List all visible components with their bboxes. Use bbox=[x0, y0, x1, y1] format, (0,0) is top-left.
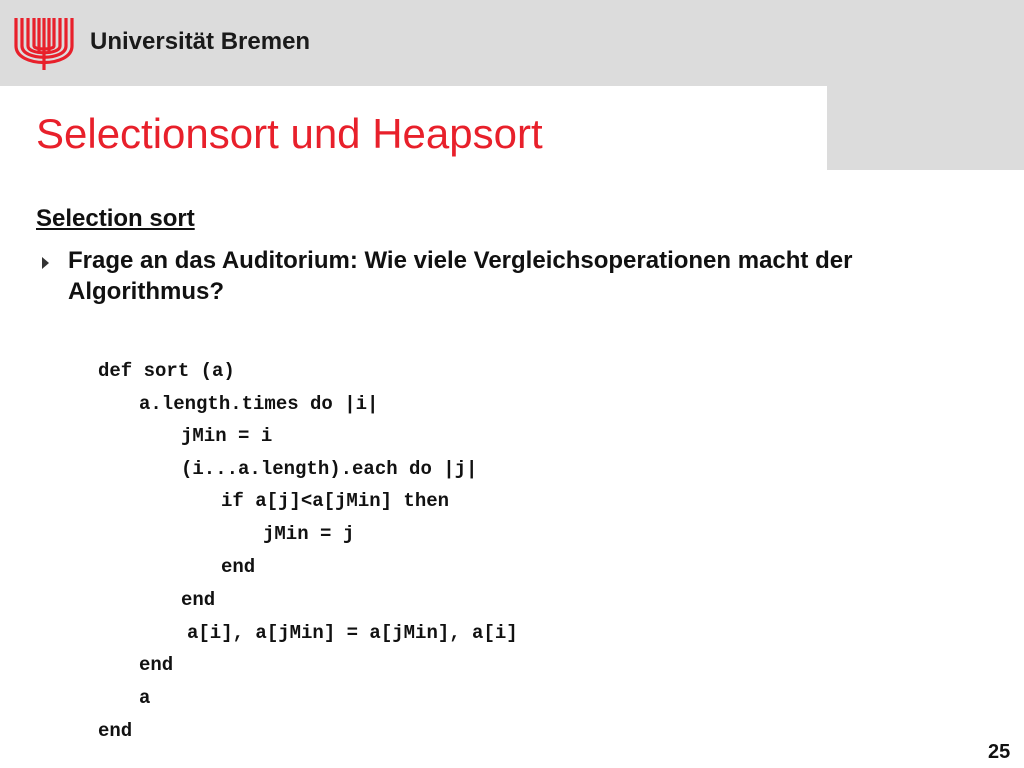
code-line: end bbox=[98, 720, 133, 742]
section-heading: Selection sort bbox=[36, 205, 195, 232]
university-bremen-logo-icon bbox=[12, 12, 76, 76]
code-line: (i...a.length).each do |j| bbox=[181, 458, 478, 480]
title-band-decoration bbox=[827, 86, 1024, 170]
code-line: end bbox=[221, 556, 256, 578]
code-line: a.length.times do |i| bbox=[139, 393, 379, 415]
triangle-right-icon bbox=[42, 257, 49, 269]
university-name: Universität Bremen bbox=[90, 28, 311, 55]
slide-title: Selectionsort und Heapsort bbox=[36, 110, 543, 157]
code-line: end bbox=[181, 589, 216, 611]
code-line: a[i], a[jMin] = a[jMin], a[i] bbox=[187, 622, 518, 644]
bullet-question: Frage an das Auditorium: Wie viele Vergleichsoperationen macht der Algorithmus? bbox=[68, 247, 853, 305]
code-line: jMin = i bbox=[181, 425, 273, 447]
code-line: if a[j]<a[jMin] then bbox=[221, 490, 450, 512]
code-line: a bbox=[139, 687, 151, 709]
code-line: jMin = j bbox=[263, 523, 355, 545]
code-line: def sort (a) bbox=[98, 360, 235, 382]
code-line: end bbox=[139, 654, 174, 676]
page-number: 25 bbox=[988, 741, 1011, 763]
